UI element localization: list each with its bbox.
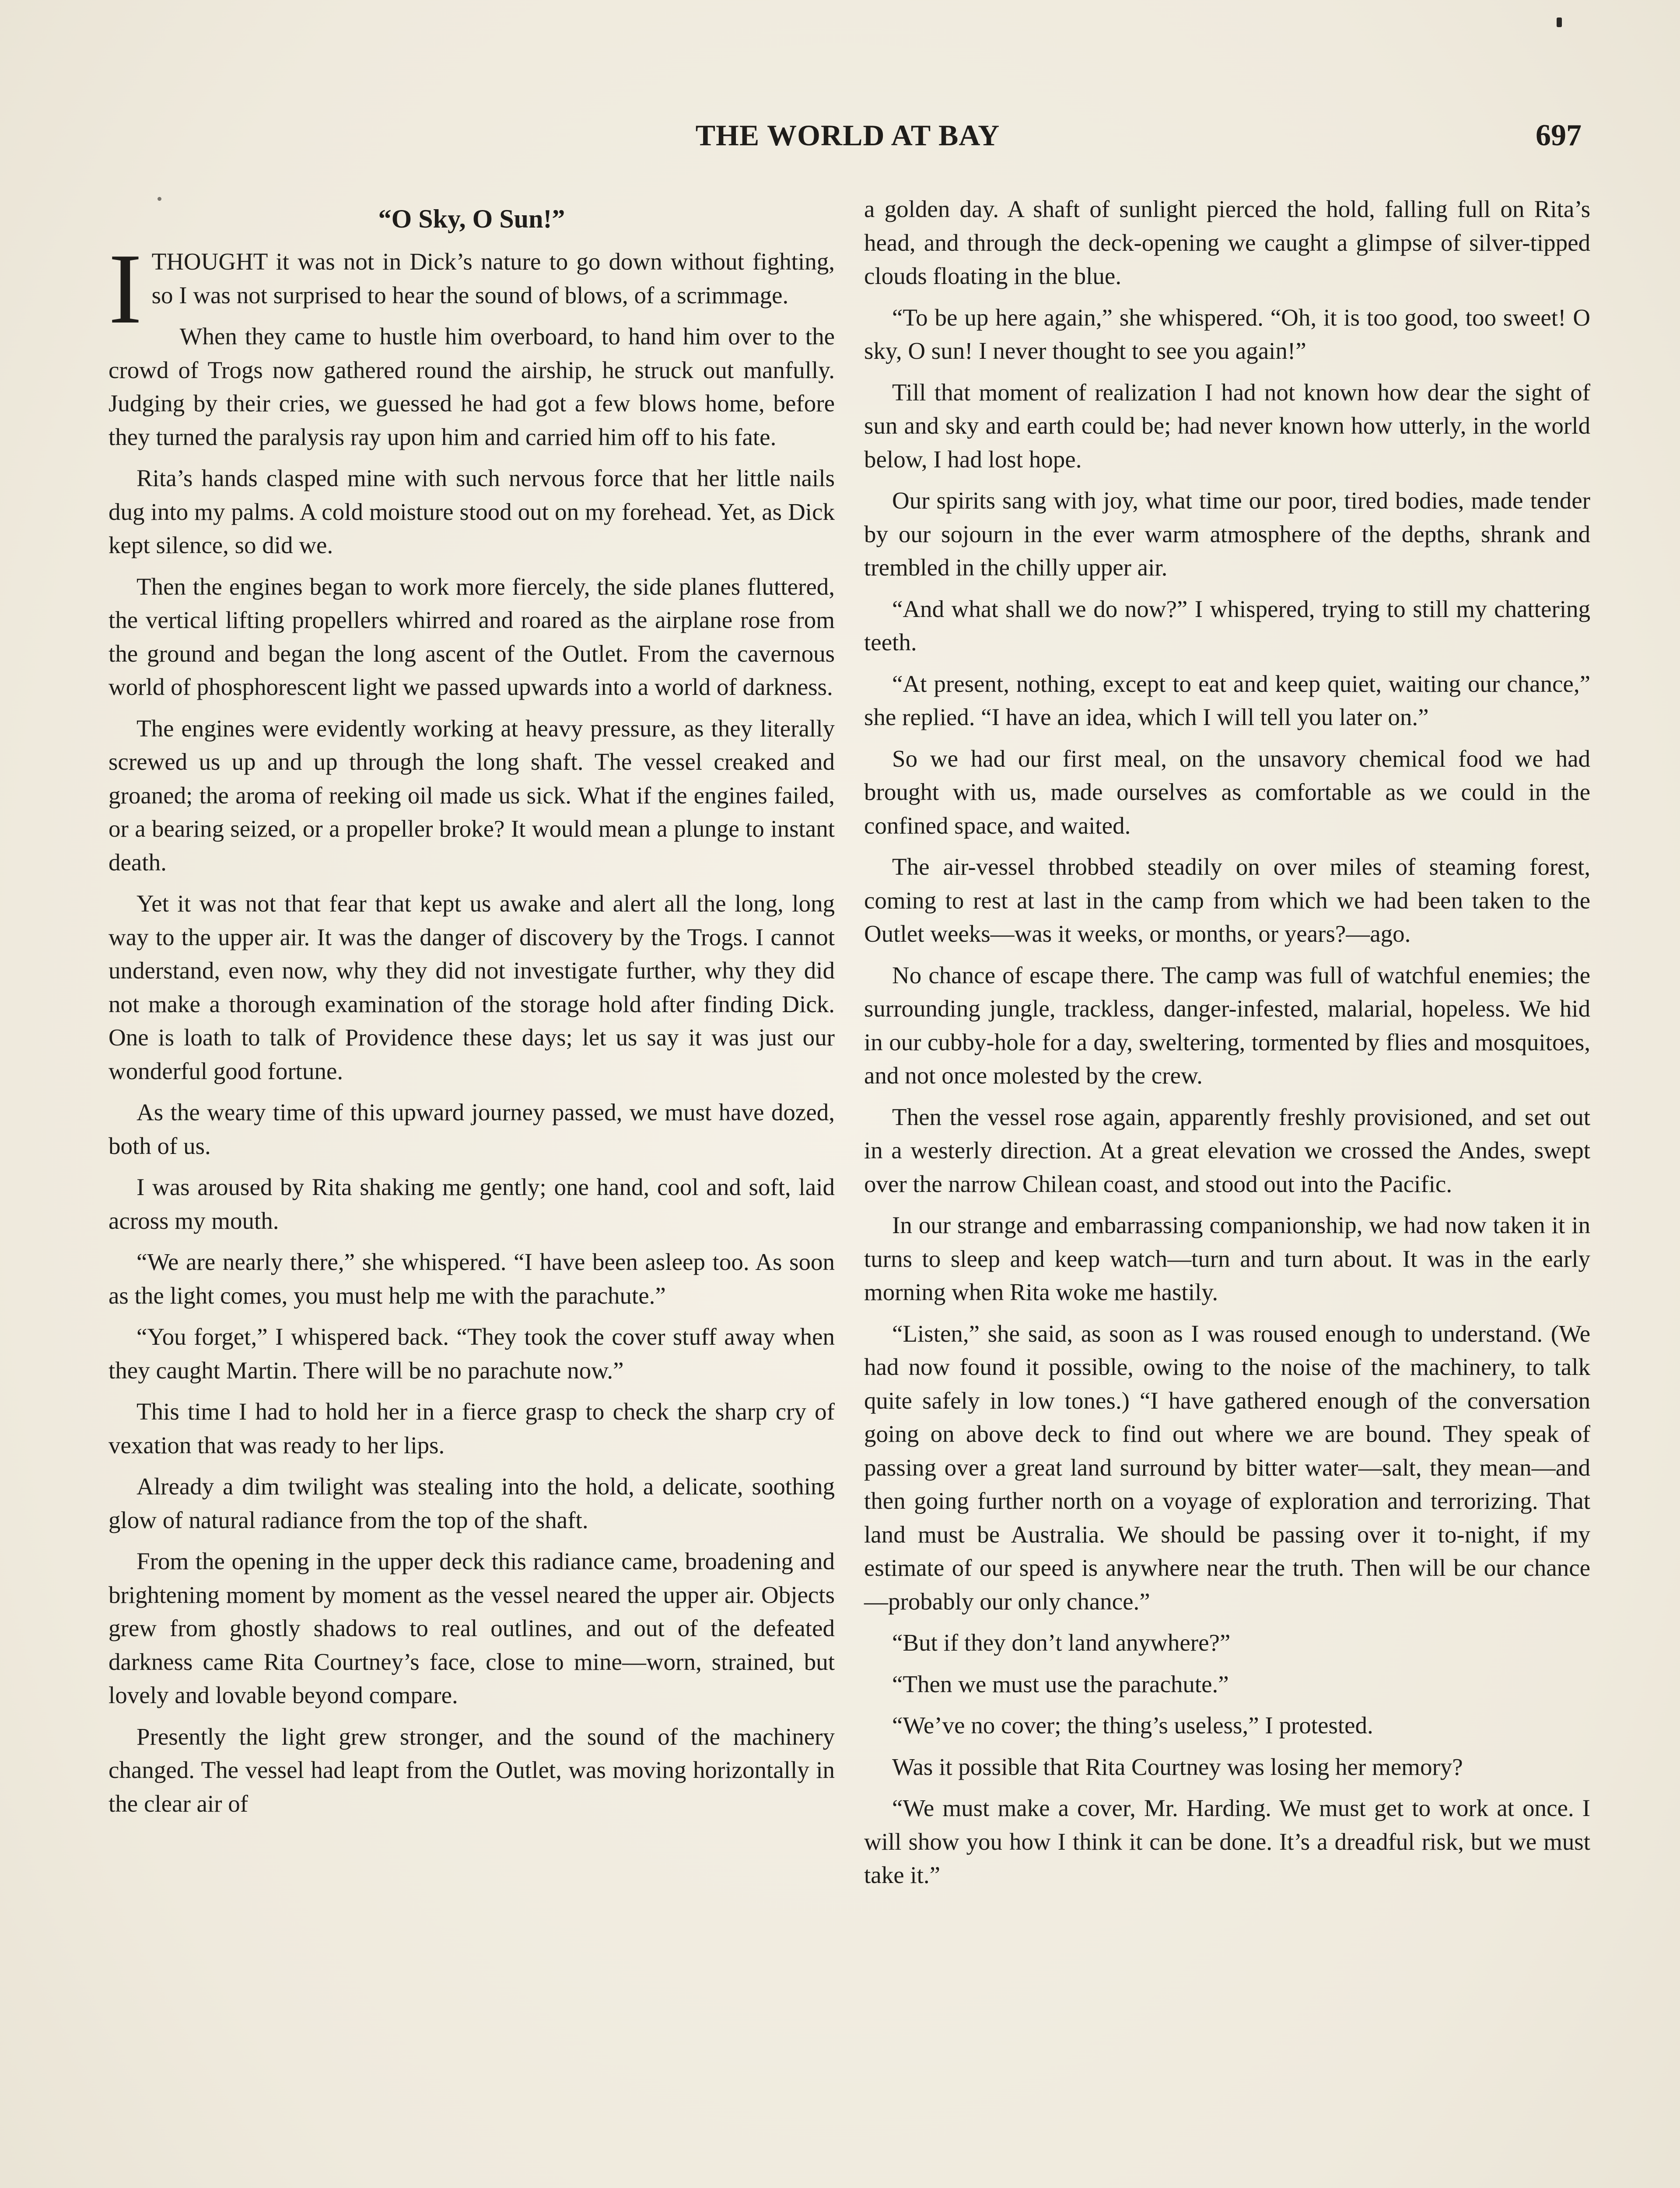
paragraph: “And what shall we do now?” I whispered, trying to still my chattering teeth. [864, 595, 1590, 656]
paragraph: As the weary time of this upward journey passed, we must have dozed, both of us. [108, 1099, 835, 1159]
paragraph: “You forget,” I whispered back. “They took the cover stuff away when they caught Martin. There will be no parachute now.” [108, 1323, 835, 1384]
continued-paragraph: a golden day. A shaft of sunlight pierced the hold, falling full on Rita’s head, and through the deck-opening we caught a glimpse of silver-tipped clouds floating in the blue. [864, 196, 1590, 289]
paragraph: “To be up here again,” she whispered. “Oh, it is too good, too sweet! O sky, O sun! I never thought to see you again!” [864, 304, 1590, 364]
opening-paragraph-text: THOUGHT it was not in Dick’s nature to go down without fighting, so I was not surprised to hear the sound of blows, of a scrimmage. [151, 248, 835, 309]
paragraph: “We are nearly there,” she whispered. “I have been asleep too. As soon as the light comes, you must help me with the parachute.” [108, 1248, 835, 1309]
paragraph: Yet it was not that fear that kept us awake and alert all the long, long way to the upper air. It was the danger of discovery by the Trogs. I cannot understand, even now, why they did not investigate further, why they did not make a thorough examination of the storage hold after finding Dick. One is loath to talk of Providence these days; let us say it was just our wonderful good fortune. [108, 890, 835, 1084]
paragraph: “At present, nothing, except to eat and keep quiet, waiting our chance,” she replied. “I have an idea, which I will tell you later on.” [864, 670, 1590, 730]
opening-paragraph [108, 233, 835, 344]
paragraph: From the opening in the upper deck this radiance came, broadening and brightening moment by moment as the vessel neared the upper air. Objects grew from ghostly shadows to real outlines, and out of the defeated darkness came Rita Courtney’s face, close to mine—worn, strained, but lovely and lovable beyond compare. [108, 1548, 835, 1708]
paragraph: “Then we must use the parachute.” [892, 1670, 1229, 1697]
paragraph: Presently the light grew stronger, and the sound of the machinery changed. The vessel had leapt from the Outlet, was moving horizontally in the clear air of [108, 1723, 835, 1817]
paragraph: When they came to hustle him overboard, to hand him over to the crowd of Trogs now gathered round the airship, he struck out manfully. Judging by their cries, we guessed he had got a few blows home, before they turned the paralysis ray upon him and carried him off to his fate. [108, 323, 835, 450]
paragraph: “Listen,” she said, as soon as I was roused enough to understand. (We had now found it possible, owing to the noise of the machinery, to talk quite safely in low tones.) “I have gathered enough of the conversation going on above deck to find out where we are bound. They speak of passing over a great land surround by bitter water—salt, they mean—and then going further north on a voyage of exploration and terrorizing. That land must be Australia. We should be passing over it to-night, if my estimate of our speed is anywhere near the truth. Then will be our chance—probably our only chance.” [864, 1320, 1590, 1615]
left-column [108, 201, 835, 1828]
paragraph: Our spirits sang with joy, what time our poor, tired bodies, made tender by our sojourn in the ever warm atmosphere of the depths, shrank and trembled in the chilly upper air. [864, 487, 1590, 581]
paragraph: The engines were evidently working at heavy pressure, as they literally screwed us up and up through the long shaft. The vessel creaked and groaned; the aroma of reeking oil made us sick. What if the engines failed, or a bearing seized, or a propeller broke? It would mean a plunge to instant death. [108, 715, 835, 876]
paragraph: This time I had to hold her in a fierce grasp to check the sharp cry of vexation that was ready to her lips. [108, 1398, 835, 1459]
paragraph: The air-vessel throbbed steadily on over miles of steaming forest, coming to rest at last in the camp from which we had been taken to the Outlet weeks—was it weeks, or months, or years?—ago. [864, 853, 1590, 947]
right-column [864, 193, 1590, 1900]
page-header [114, 118, 1582, 166]
paragraph: Then the vessel rose again, apparently freshly provisioned, and set out in a westerly direction. At a great elevation we crossed the Andes, swept over the narrow Chilean coast, and stood out into the Pacific. [864, 1103, 1590, 1197]
paragraph: Then the engines began to work more fiercely, the side planes fluttered, the vertical lifting propellers whirred and roared as the airplane rose from the ground and began the long ascent of the Outlet. From the cavernous world of phosphorescent light we passed upwards into a world of darkness. [108, 573, 835, 700]
paragraph: Rita’s hands clasped mine with such nervous force that her little nails dug into my palms. A cold moisture stood out on my forehead. Yet, as Dick kept silence, so did we. [108, 465, 835, 558]
paragraph: Already a dim twilight was stealing into the hold, a delicate, soothing glow of natural radiance from the top of the shaft. [108, 1473, 835, 1533]
corner-ink-mark [1557, 18, 1562, 27]
paragraph: “But if they don’t land anywhere?” [892, 1629, 1231, 1656]
running-head: THE WORLD AT BAY [695, 119, 1000, 152]
section-heading: “O Sky, O Sun!” [378, 204, 565, 233]
paragraph: “We’ve no cover; the thing’s useless,” I protested. [892, 1712, 1373, 1739]
paragraph: In our strange and embarrassing companionship, we had now taken it in turns to sleep and keep watch—turn and turn about. It was in the early morning when Rita woke me hastily. [864, 1212, 1590, 1305]
paragraph: Was it possible that Rita Courtney was losing her memory? [892, 1753, 1463, 1780]
paragraph: “We must make a cover, Mr. Harding. We must get to work at once. I will show you how I think it can be done. It’s a dreadful risk, but we must take it.” [864, 1795, 1590, 1888]
paragraph: So we had our first meal, on the unsavory chemical food we had brought with us, made ourselves as comfortable as we could in the confined space, and waited. [864, 745, 1590, 839]
page-number: 697 [1536, 119, 1582, 152]
paragraph: I was aroused by Rita shaking me gently; one hand, cool and soft, laid across my mouth. [108, 1174, 835, 1234]
paper-speck [158, 197, 161, 201]
paragraph: Till that moment of realization I had not known how dear the sight of sun and sky and earth could be; had never known how utterly, in the world below, I had lost hope. [864, 379, 1590, 473]
drop-cap: I [108, 233, 142, 344]
paragraph: No chance of escape there. The camp was full of watchful enemies; the surrounding jungle, trackless, danger-infested, malarial, hopeless. We hid in our cubby-hole for a day, sweltering, tormented by flies and mosquitoes, and not once molested by the crew. [864, 961, 1590, 1089]
